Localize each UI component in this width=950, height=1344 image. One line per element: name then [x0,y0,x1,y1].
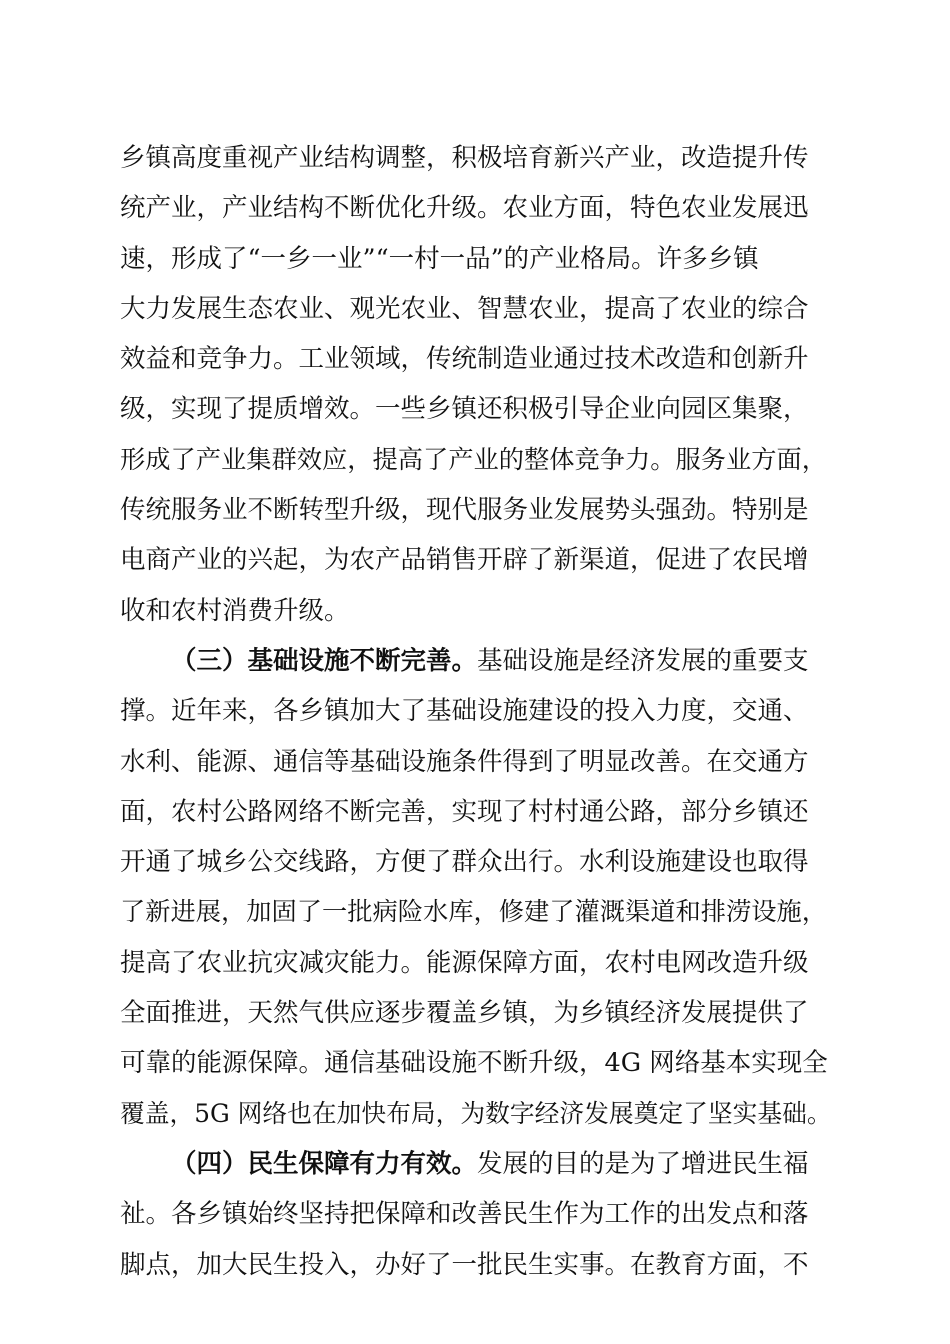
section-heading-four: （四）民生保障有力有效。 [171,1148,478,1179]
section-three-first-line [120,636,832,686]
text-line: 覆盖，5G 网络也在加快布局，为数字经济发展奠定了坚实基础。 [120,1098,832,1128]
text-line: 脚点，加大民生投入，办好了一批民生实事。在教育方面，不 [120,1249,809,1280]
text-line: 乡镇高度重视产业结构调整，积极培育新兴产业，改造提升传 [120,143,809,173]
section-four-text: 发展的目的是为了增进民生福 [477,1148,809,1179]
document-body [120,133,832,1290]
text-line: 开通了城乡公交线路，方便了群众出行。水利设施建设也取得 [120,847,809,878]
text-line: 祉。各乡镇始终坚持把保障和改善民生作为工作的出发点和落 [120,1199,809,1230]
text-line: 撑。近年来，各乡镇加大了基础设施建设的投入力度，交通、 [120,696,809,727]
text-line: 大力发展生态农业、观光农业、智慧农业，提高了农业的综合 [120,293,809,324]
text-line: 水利、能源、通信等基础设施条件得到了明显改善。在交通方 [120,746,809,777]
text-line: 全面推进，天然气供应逐步覆盖乡镇，为乡镇经济发展提供了 [120,998,809,1029]
section-heading-three: （三）基础设施不断完善。 [171,645,478,676]
section-four-first-line [120,1139,832,1189]
text-line: 了新进展，加固了一批病险水库，修建了灌溉渠道和排涝设施， [120,897,827,927]
section-three-text: 基础设施是经济发展的重要支 [477,645,809,676]
text-line: 传统服务业不断转型升级，现代服务业发展势头强劲。特别是 [120,495,809,526]
text-line: 统产业，产业结构不断优化升级。农业方面，特色农业发展迅 [120,193,809,224]
text-line: 收和农村消费升级。 [120,595,350,626]
text-line: 电商产业的兴起，为农产品销售开辟了新渠道，促进了农民增 [120,545,809,576]
text-line: 速，形成了“一乡一业”“一村一品”的产业格局。许多乡镇 [120,243,759,274]
text-line: 可靠的能源保障。通信基础设施不断升级，4G 网络基本实现全 [120,1048,828,1079]
text-line: 形成了产业集群效应，提高了产业的整体竞争力。服务业方面， [120,444,827,474]
text-line: 效益和竞争力。工业领域，传统制造业通过技术改造和创新升 [120,344,809,375]
text-line: 级，实现了提质增效。一些乡镇还积极引导企业向园区集聚， [120,394,809,425]
text-line: 提高了农业抗灾减灾能力。能源保障方面，农村电网改造升级 [120,947,809,978]
text-line: 面，农村公路网络不断完善，实现了村村通公路，部分乡镇还 [120,796,809,827]
